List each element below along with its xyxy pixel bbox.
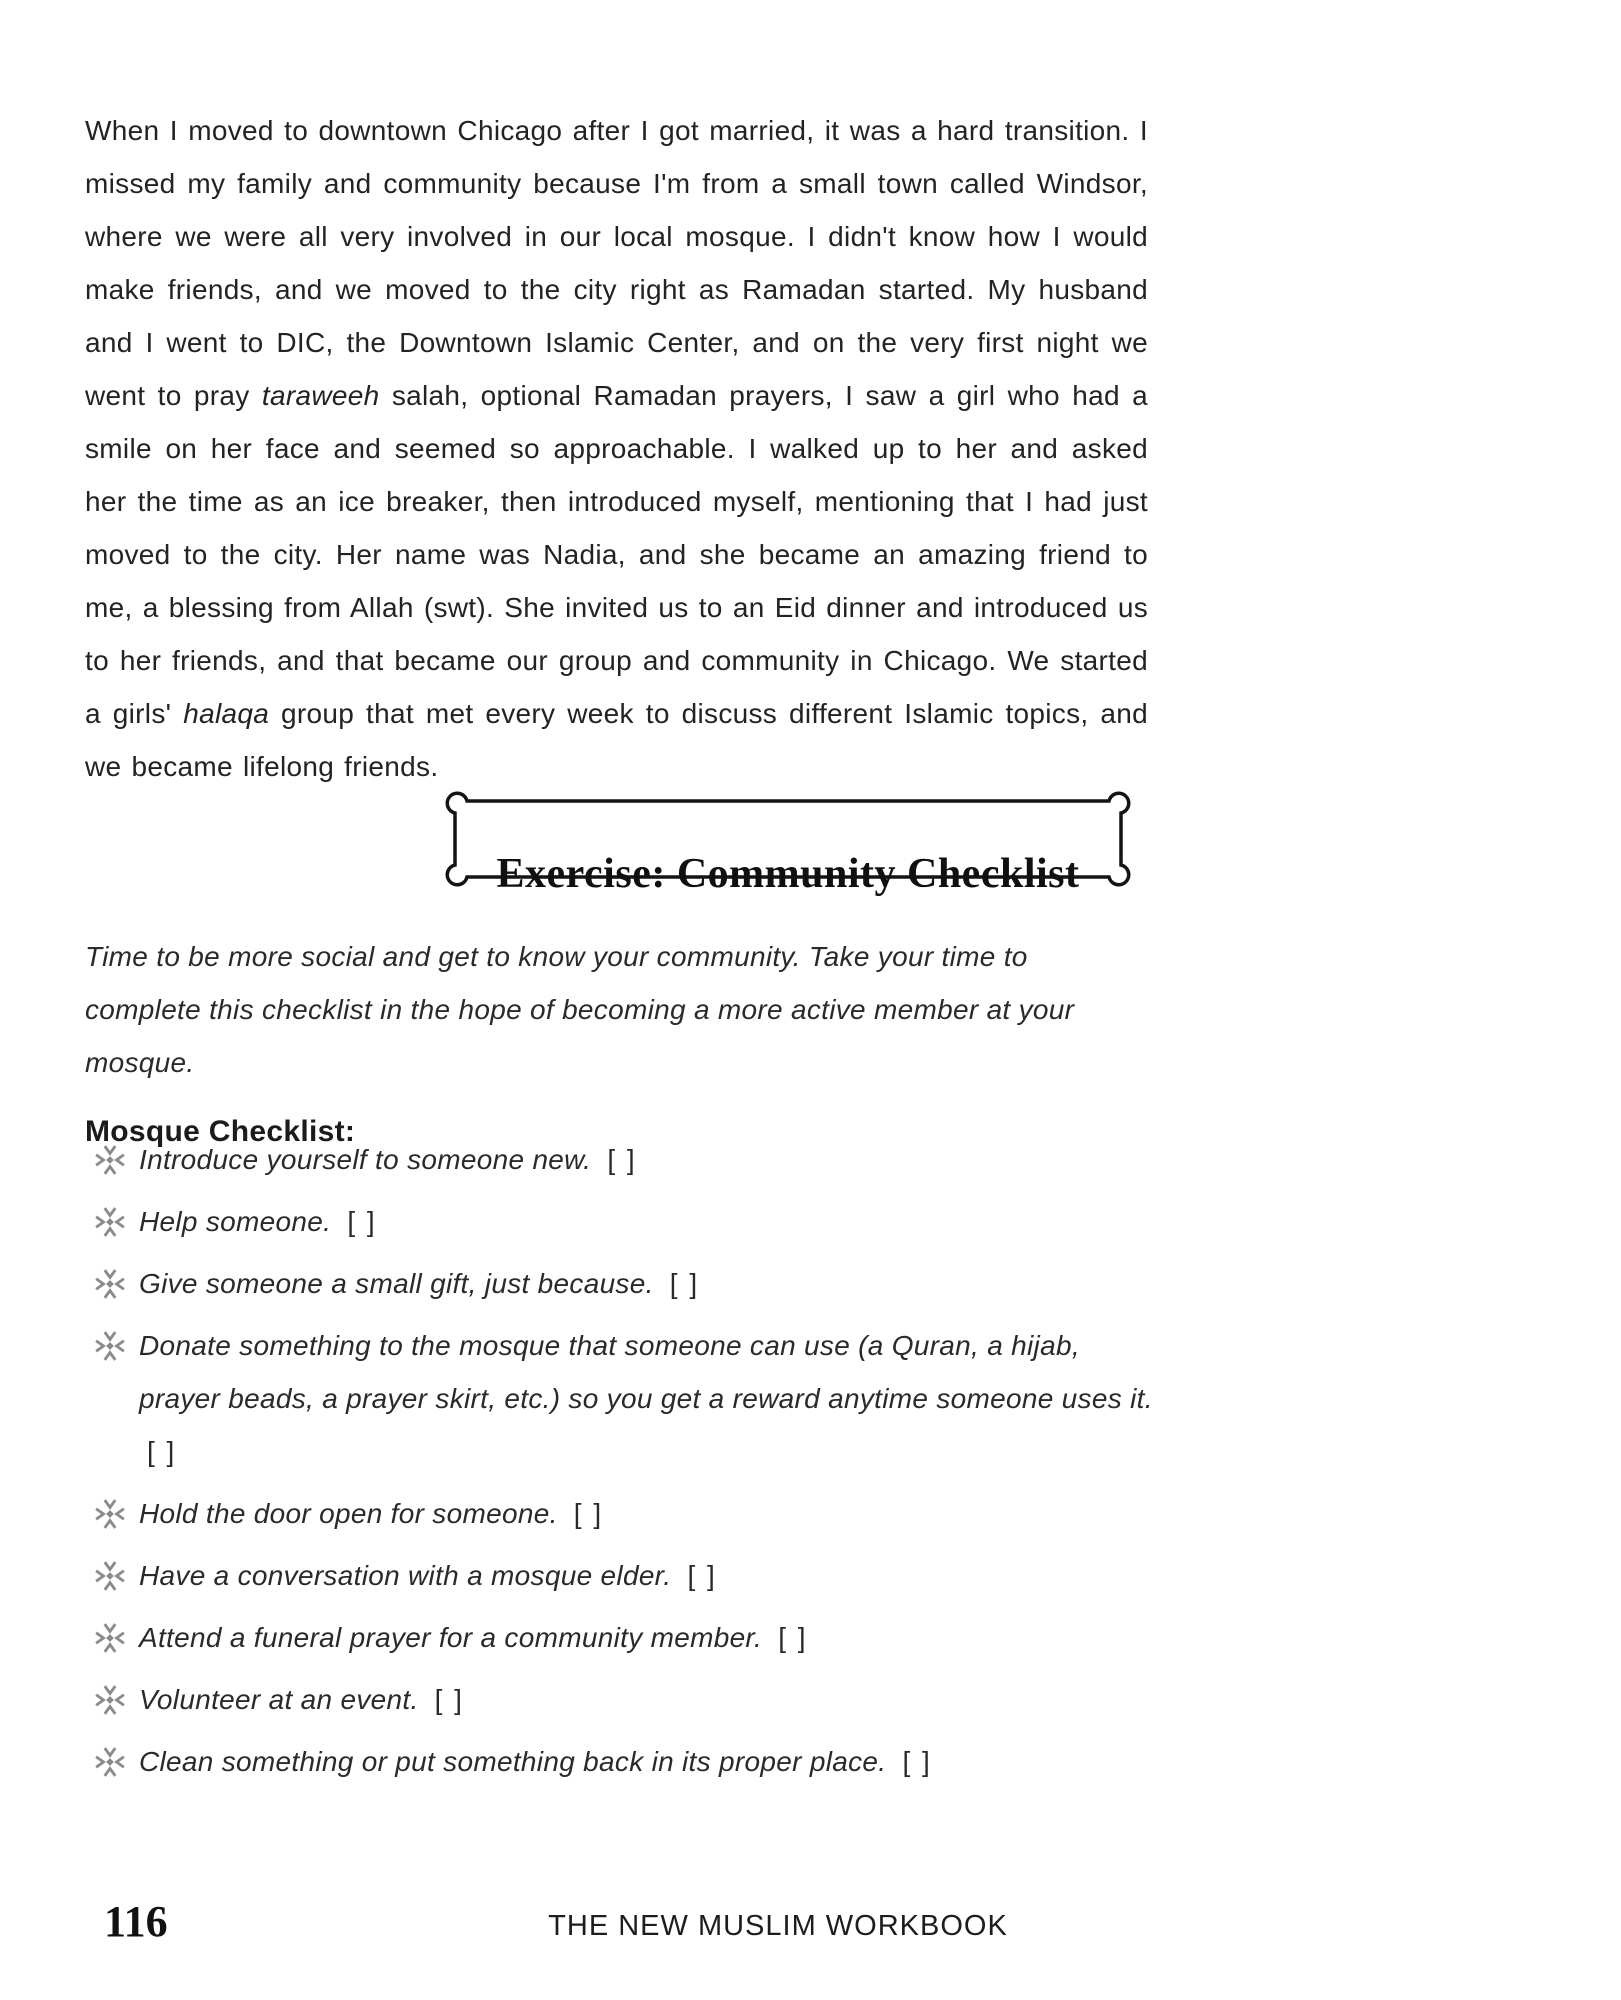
- checklist-item-body: [139, 1673, 1168, 1726]
- checkbox-brackets: [ ]: [434, 1684, 464, 1715]
- checklist-item-text: Attend a funeral prayer for a community member.: [139, 1622, 771, 1653]
- checklist-item-text: Introduce yourself to someone new.: [139, 1144, 600, 1175]
- checklist-item-text: Volunteer at an event.: [139, 1684, 427, 1715]
- footer-book-title: THE NEW MUSLIM WORKBOOK: [548, 1910, 1008, 1942]
- checklist-item-body: [139, 1549, 1168, 1602]
- footer-page-number: 116: [104, 1897, 168, 1946]
- checklist-item-body: [139, 1195, 1168, 1248]
- checklist-item-body: [139, 1257, 1168, 1310]
- checklist-item: [93, 1487, 1168, 1540]
- exercise-title: Exercise: Community Checklist: [496, 850, 1080, 897]
- snowflake-asterisk-icon: [93, 1745, 127, 1779]
- checkbox-brackets: [ ]: [669, 1268, 700, 1299]
- checklist-item-body: [139, 1487, 1168, 1540]
- checklist-item: [93, 1257, 1168, 1310]
- checklist-item: [93, 1735, 1168, 1788]
- story-paragraph: When I moved to downtown Chicago after I got married, it was a hard transition. I missed my family and community because I'm from a small town called Windsor, where we were all very involved in our local mosque. I didn't know how I would make friends, and we moved to the city right as Ramadan started. My husband and I went to DIC, the Downtown Islamic Center, and on the very first night we went to pray taraweeh salah, optional Ramadan prayers, I saw a girl who had a smile on her face and seemed so approachable. I walked up to her and asked her the time as an ice breaker, then introduced myself, mentioning that I had just moved to the city. Her name was Nadia, and she became an amazing friend to me, a blessing from Allah (swt). She invited us to an Eid dinner and introduced us to her friends, and that became our group and community in Chicago. We started a girls' halaqa group that met every week to discuss different Islamic topics, and we became lifelong friends.: [85, 115, 1149, 782]
- snowflake-asterisk-icon: [93, 1267, 127, 1301]
- snowflake-asterisk-icon: [93, 1497, 127, 1531]
- checkbox-brackets: [ ]: [573, 1498, 604, 1529]
- snowflake-asterisk-icon: [93, 1329, 127, 1363]
- checklist-item: [93, 1611, 1168, 1664]
- checkbox-brackets: [ ]: [607, 1144, 637, 1175]
- checklist-item-body: [139, 1133, 1168, 1186]
- snowflake-asterisk-icon: [93, 1621, 127, 1655]
- checklist-item-body: [139, 1319, 1168, 1478]
- checklist-heading: Mosque Checklist:: [85, 1115, 356, 1148]
- snowflake-asterisk-icon: [93, 1559, 127, 1593]
- checklist-item-body: [139, 1735, 1168, 1788]
- checklist-item: [93, 1673, 1168, 1726]
- checkbox-brackets: [ ]: [902, 1746, 932, 1777]
- checklist-item-text: Give someone a small gift, just because.: [139, 1268, 662, 1299]
- mosque-checklist: [93, 1133, 1168, 1797]
- checklist-item: [93, 1195, 1168, 1248]
- checkbox-brackets: [ ]: [778, 1622, 808, 1653]
- checklist-item: [93, 1549, 1168, 1602]
- exercise-intro: Time to be more social and get to know your community. Take your time to complete this checklist in the hope of becoming a more active member at your mosque.: [85, 941, 1075, 1078]
- checklist-item-text: Hold the door open for someone.: [139, 1498, 566, 1529]
- checklist-item: [93, 1319, 1168, 1478]
- checkbox-brackets: [ ]: [347, 1206, 377, 1237]
- snowflake-asterisk-icon: [93, 1683, 127, 1717]
- checklist-item-body: [139, 1611, 1168, 1664]
- snowflake-asterisk-icon: [93, 1205, 127, 1239]
- checklist-item-text: Help someone.: [139, 1206, 340, 1237]
- checklist-item-text: Donate something to the mosque that someone can use (a Quran, a hijab, prayer beads, a prayer skirt, etc.) so you get a reward anytime someone uses it.: [139, 1330, 1153, 1414]
- checklist-item: [93, 1133, 1168, 1186]
- checklist-item-text: Have a conversation with a mosque elder.: [139, 1560, 680, 1591]
- checklist-item-text: Clean something or put something back in its proper place.: [139, 1746, 895, 1777]
- checkbox-brackets: [ ]: [147, 1436, 177, 1467]
- checkbox-brackets: [ ]: [687, 1560, 717, 1591]
- snowflake-asterisk-icon: [93, 1143, 127, 1177]
